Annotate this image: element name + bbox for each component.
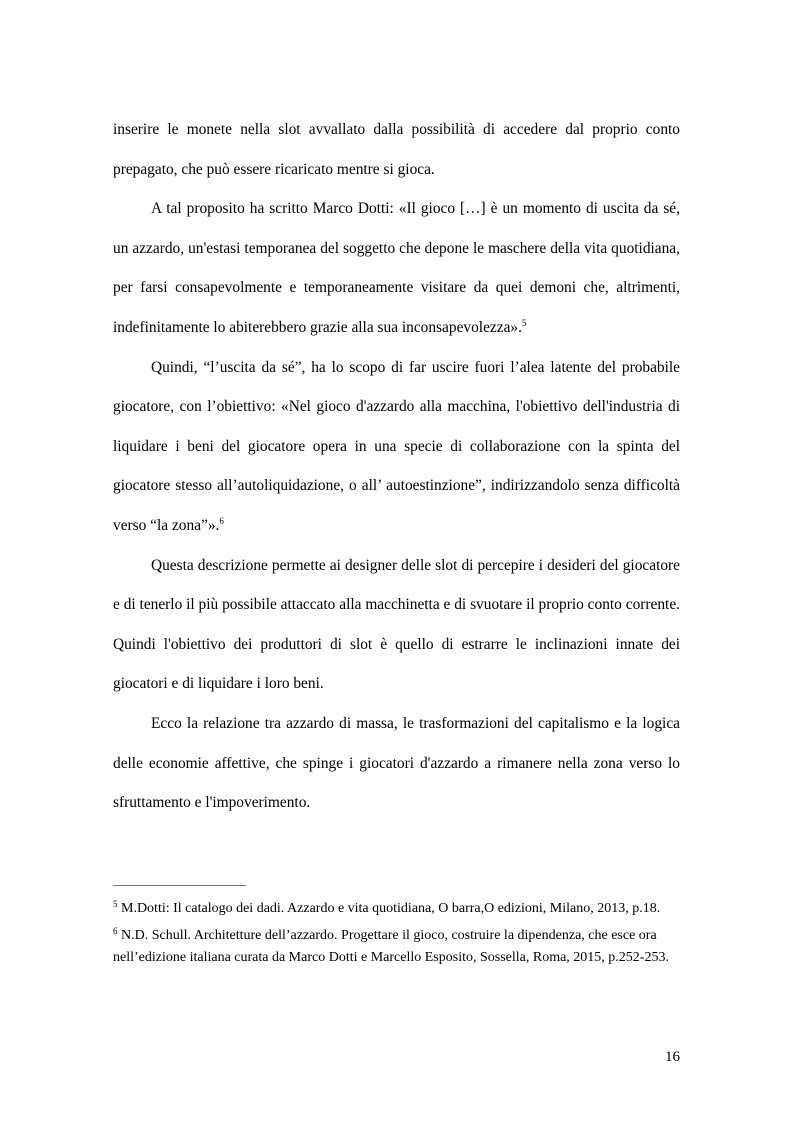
footnote-reference-5: 5: [521, 317, 527, 328]
paragraph-text: Quindi, “l’uscita da sé”, ha lo scopo di far uscire fuori l’alea latente del probabile giocatore, con l’obiettivo: «Nel gioco d'azzardo alla macchina, l'obiettivo dell'industria di liquidare i beni del giocatore opera in una specie di collaborazione con la spinta del giocatore stesso all’autoliquidazione, o all’ autoestinzione”, indirizzandolo senza difficoltà verso “la zona”».: [113, 358, 680, 534]
footnote-5: [113, 898, 680, 920]
footnote-text: N.D. Schull. Architetture dell’azzardo. Progettare il gioco, costruire la dipendenza, che esce ora nell’edizione italiana curata da Marco Dotti e Marcello Esposito, Sossella, Roma, 2015, p.252-253.: [113, 928, 669, 965]
paragraph-descrizione: [113, 546, 680, 704]
footnote-number: 6: [113, 926, 118, 936]
paragraph-uscita-da-se: [113, 348, 680, 546]
footnote-reference-6: 6: [219, 515, 224, 526]
footnotes: [113, 898, 680, 974]
paragraph-text: Ecco la relazione tra azzardo di massa, le trasformazioni del capitalismo e la logica delle economie affettive, che spinge i giocatori d'azzardo a rimanere nella zona verso lo sfruttamento e l'impoverimento.: [113, 714, 680, 812]
footnote-6: [113, 925, 680, 969]
paragraph-text: Questa descrizione permette ai designer delle slot di percepire i desideri del giocatore e di tenerlo il più possibile attaccato alla macchinetta e di svuotare il proprio conto corrente. Quindi l'obiettivo dei produttori di slot è quello di estrarre le inclinazioni innate dei giocatori e di liquidare i loro beni.: [113, 556, 680, 693]
page-number: 16: [665, 1049, 680, 1065]
footnote-separator: [113, 885, 246, 886]
body-text: [113, 110, 680, 823]
paragraph-continuation: [113, 110, 680, 189]
footnote-text: M.Dotti: Il catalogo dei dadi. Azzardo e vita quotidiana, O barra,O edizioni, Milano, 2013, p.18.: [121, 901, 661, 916]
paragraph-relazione: [113, 704, 680, 823]
paragraph-dotti-quote: [113, 189, 680, 347]
paragraph-text: inserire le monete nella slot avvallato dalla possibilità di accedere dal proprio conto prepagato, che può essere ricaricato mentre si gioca.: [113, 121, 680, 178]
paragraph-text: A tal proposito ha scritto Marco Dotti: «Il gioco […] è un momento di uscita da sé, un azzardo, un'estasi temporanea del soggetto che depone le maschere della vita quotidiana, per farsi consapevolmente e temporaneamente visitare da quei demoni che, altrimenti, indefinitamente lo abiterebbero grazie alla sua inconsapevolezza».: [113, 200, 680, 336]
footnote-number: 5: [113, 899, 118, 909]
